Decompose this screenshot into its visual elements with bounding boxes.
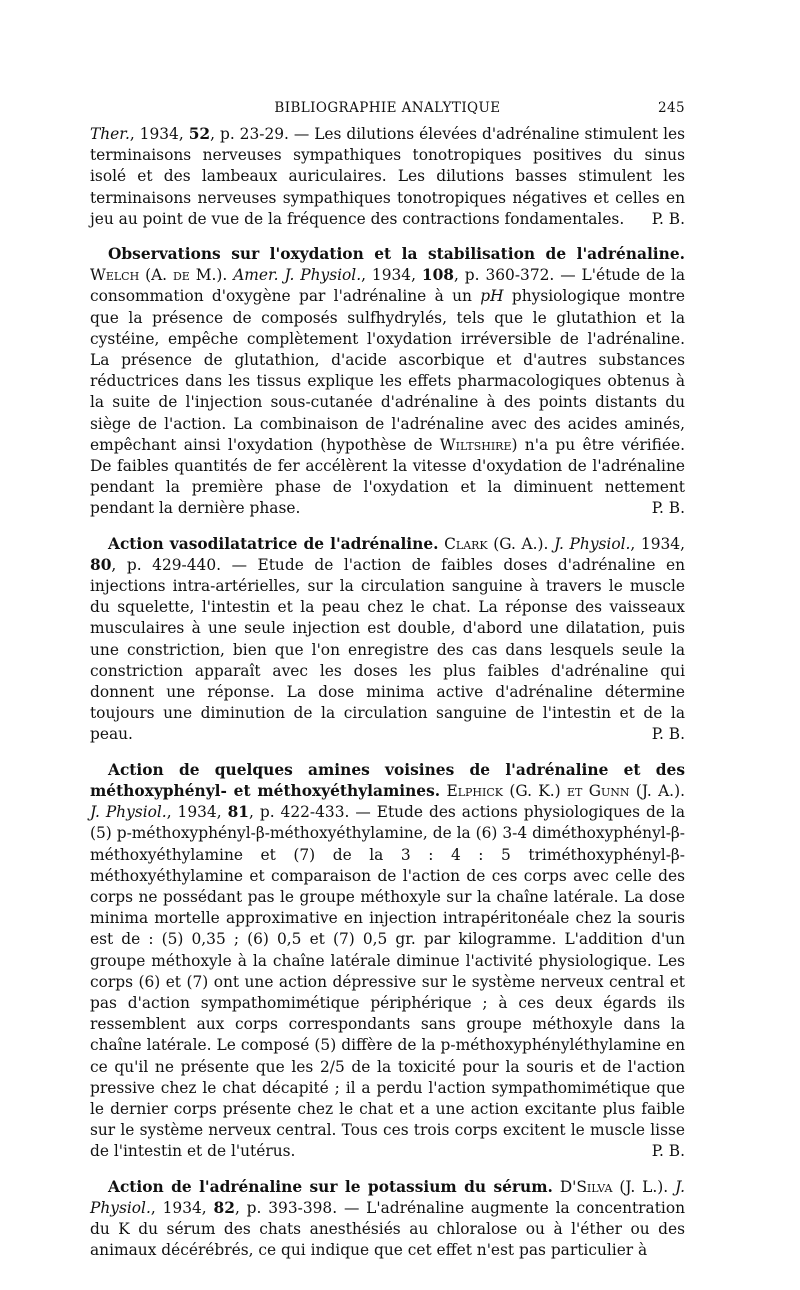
journal-name: J. Physiol. xyxy=(554,534,631,553)
entry-title: Action vasodilatatrice de l'adrénaline. xyxy=(108,534,439,553)
volume-number: 108 xyxy=(421,266,455,285)
signature: P. B. xyxy=(651,1142,685,1161)
bibliography-entry: Action vasodilatatrice de l'adrénaline. Clark (G. A.). J. Physiol., 1934, 80, p. 429-440. — Etude de l'action de faibles doses d'adrénaline en injections intra-artérielles, sur la circulation sanguine à travers le muscle du squelette, l'intestin et la peau chez le chat. La réponse des vaisseaux musculaires à une seule injection est double, d'abord une dilatation, puis une constriction, bien que l'on enregistre des cas dans lesquels seule la constriction apparaît avec les doses les plus faibles d'adrénaline qui donnent une réponse. La dose minima active d'adrénaline détermine toujours une diminution de la circulation sanguine de l'intestin et de la peau. P. B. xyxy=(90,534,685,746)
entry-author: Welch (A. de M.). xyxy=(90,266,228,285)
volume-number: 81 xyxy=(227,803,249,822)
page-number: 245 xyxy=(658,100,685,116)
volume-number: 80 xyxy=(90,555,112,574)
abstract-text: — L'adrénaline augmente la concentration du K du sérum des chats anesthésiés au chloralose ou à l'éther ou des animaux décérébrés, ce qui indique que cet effet n'est pas particulier à xyxy=(90,1198,685,1260)
abstract-text: , p. 23-29. — Les dilutions élevées d'adrénaline stimulent les terminaisons nerveuses sympathiques tonotropiques positives du sinus isolé et des lambeaux auriculaires. Les dilutions basses stimulent les terminaisons nerveuses sympathiques tonotropiques négatives et celles en jeu au point de vue de la fréquence des contractions fondamentales. xyxy=(90,125,685,228)
abstract-text: — Etude des actions physiologiques de la (5) p-méthoxyphényl-β-méthoxyéthylamine, de la (6) 3-4 diméthoxyphényl-β-méthoxyéthylamine et (7) de la 3 : 4 : 5 triméthoxyphényl-β-méthoxyéthylamine et comparaison de l'action de ces corps avec celle des corps ne possédant pas le groupe méthoxyle sur la chaîne latérale. La dose minima mortelle approximative en injection intrapéritonéale chez la souris est de : (5) 0,35 ; (6) 0,5 et (7) 0,5 gr. par kilogramme. L'addition d'un groupe méthoxyle à la chaîne latérale diminue l'activité physiologique. Les corps (6) et (7) ont une action dépressive sur le système nerveux central et pas d'action sympathomimétique périphérique ; à ces deux égards ils ressemblent aux corps correspondants sans groupe méthoxyle dans la chaîne latérale. Le composé (5) diffère de la p-méthoxyphényléthylamine en ce qu'il ne présente que les 2/5 de la toxicité pour la souris et de l'action pressive chez le chat décapité ; il a perdu l'action sympathomimétique que le dernier corps présente chez le chat et a une action excitante plus faible sur le système nerveux central. Tous ces trois corps excitent le muscle lisse de l'intestin et de l'utérus. xyxy=(90,803,685,1161)
volume-number: 82 xyxy=(213,1198,235,1217)
entry-title: Action de l'adrénaline sur le potassium du sérum. xyxy=(108,1177,553,1196)
running-header xyxy=(90,96,685,124)
running-title: BIBLIOGRAPHIE ANALYTIQUE xyxy=(274,100,501,116)
signature: P. B. xyxy=(651,499,685,518)
journal-name: Ther. xyxy=(90,125,130,143)
bibliography-entry: Action de quelques amines voisines de l'adrénaline et des méthoxyphényl- et méthoxyéthylamines. Elphick (G. K.) et Gunn (J. A.). J. Physiol., 1934, 81, p. 422-433. — Etude des actions physiologiques de la (5) p-méthoxyphényl-β-méthoxyéthylamine, de la (6) 3-4 diméthoxyphényl-β-méthoxyéthylamine et (7) de la 3 : 4 : 5 triméthoxyphényl-β-méthoxyéthylamine et comparaison de l'action de ces corps avec celle des corps ne possédant pas le groupe méthoxyle sur la chaîne latérale. La dose minima mortelle approximative en injection intrapéritonéale chez la souris est de : (5) 0,35 ; (6) 0,5 et (7) 0,5 gr. par kilogramme. L'addition d'un groupe méthoxyle à la chaîne latérale diminue l'activité physiologique. Les corps (6) et (7) ont une action dépressive sur le système nerveux central et pas d'action sympathomimétique périphérique ; à ces deux égards ils ressemblent aux corps correspondants sans groupe méthoxyle dans la chaîne latérale. Le composé (5) diffère de la p-méthoxyphényléthylamine en ce qu'il ne présente que les 2/5 de la toxicité pour la souris et de l'action pressive chez le chat décapité ; il a perdu l'action sympathomimétique que le dernier corps présente chez le chat et a une action excitante plus faible sur le système nerveux central. Tous ces trois corps excitent le muscle lisse de l'intestin et de l'utérus. P. B. xyxy=(90,760,685,1163)
journal-name: Amer. J. Physiol. xyxy=(233,266,362,285)
ph-term: pH xyxy=(480,287,504,306)
entry-title: Observations sur l'oxydation et la stabilisation de l'adrénaline. xyxy=(108,245,685,264)
bibliography-entry: Action de l'adrénaline sur le potassium du sérum. D'Silva (J. L.). J. Physiol., 1934, 82, p. 393-398. — L'adrénaline augmente la concentration du K du sérum des chats anesthésiés au chloralose ou à l'éther ou des animaux décérébrés, ce qui indique que cet effet n'est pas particulier à xyxy=(90,1177,685,1260)
journal-name: J. Physiol. xyxy=(90,803,167,822)
abstract-text: — Etude de l'action de faibles doses d'adrénaline en injections intra-artérielles, sur la circulation sanguine à travers le muscle du squelette, l'intestin et la peau chez le chat. La réponse des vaisseaux musculaires à une seule injection est double, d'abord une dilatation, puis une constriction, bien que l'on enregistre des cas dans lesquels seule la constriction apparaît avec les doses les plus faibles d'adrénaline qui donnent une réponse. La dose minima active d'adrénaline détermine toujours une diminution de la circulation sanguine de l'intestin et de la peau. xyxy=(90,555,686,744)
entry-author: D'Silva (J. L.). xyxy=(559,1177,669,1196)
volume-number: 52 xyxy=(188,125,211,143)
entry-author: Clark (G. A.). xyxy=(444,534,549,553)
signature: P. B. xyxy=(651,725,685,744)
entry-author: Elphick (G. K.) et Gunn (J. A.). xyxy=(446,781,685,800)
signature: P. B. xyxy=(651,209,685,228)
journal-name: J. Physiol. xyxy=(90,1177,685,1217)
document-page xyxy=(90,96,685,1261)
entry-title: Action de quelques amines voisines de l'adrénaline et des méthoxyphényl- et méthoxyéthylamines. xyxy=(90,760,685,800)
bibliography-entry: Observations sur l'oxydation et la stabilisation de l'adrénaline. Welch (A. de M.). Amer. J. Physiol., 1934, 108, p. 360-372. — L'étude de la consommation d'oxygène par l'adrénaline à un pH physiologique montre que la présence de composés sulfhydrylés, tels que le glutathion et la cystéine, empêche complètement l'oxydation irréversible de l'adrénaline. La présence de glutathion, d'acide ascorbique et d'autres substances réductrices dans les tissus explique les effets pharmacologiques obtenus à la suite de l'injection sous-cutanée d'adrénaline à des points distants du siège de l'action. La combinaison de l'adrénaline avec des acides aminés, empêchant ainsi l'oxydation (hypothèse de Wiltshire) n'a pu être vérifiée. De faibles quantités de fer accélèrent la vitesse d'oxydation de l'adrénaline pendant la première phase de l'oxydation et la diminuent nettement pendant la dernière phase. P. B. xyxy=(90,244,685,520)
continuation-paragraph: Ther., 1934, 52, p. 23-29. — Les dilutions élevées d'adrénaline stimulent les terminaisons nerveuses sympathiques tonotropiques positives du sinus isolé et des lambeaux auriculaires. Les dilutions basses stimulent les terminaisons nerveuses sympathiques tonotropiques négatives et celles en jeu au point de vue de la fréquence des contractions fondamentales. P. B. xyxy=(90,124,685,230)
cited-author: Wiltshire xyxy=(439,435,512,454)
